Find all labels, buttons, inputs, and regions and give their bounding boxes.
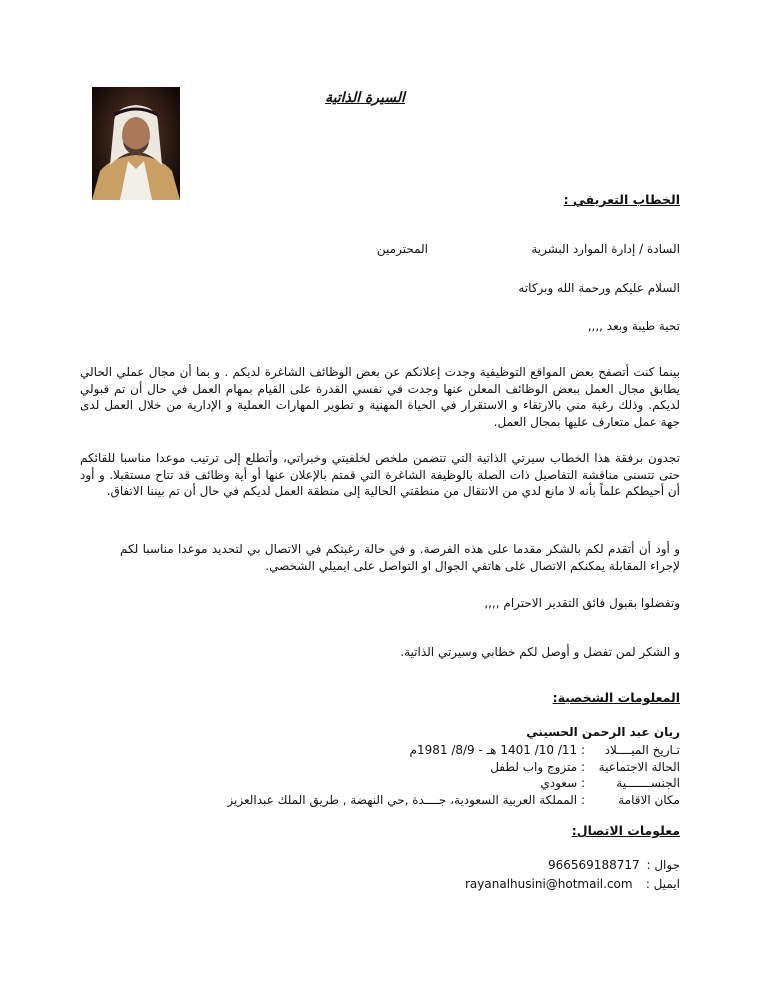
email-address: rayanalhusini@hotmail.com — [465, 877, 633, 891]
intro-heading: الخطاب التعريفي : — [563, 192, 680, 207]
field-nationality-label: الجنســـــــية — [616, 776, 680, 790]
closing: وتفضلوا بقبول فائق التقدير الاحترام ,,,, — [484, 596, 680, 610]
personal-heading: المعلومات الشخصية: — [552, 690, 680, 705]
honorific: المحترمين — [376, 242, 428, 256]
field-marital-label: الحالة الاجتماعية — [598, 760, 680, 774]
addressee: السادة / إدارة الموارد البشرية — [531, 242, 680, 256]
salutation: تحية طيبة وبعد ,,,, — [587, 319, 680, 333]
field-residence-value: : المملكة العربية السعودية، جــــدة ,حي النهضة , طريق الملك عبدالعزيز — [227, 793, 585, 807]
mobile-number: 966569188717 — [548, 858, 640, 872]
field-marital-value: : متزوج واب لطفل — [490, 760, 585, 774]
full-name: ريان عبد الرحمن الحسيني — [526, 725, 680, 739]
field-residence-label: مكان الاقامة — [618, 793, 680, 807]
paragraph-2: تجدون برفقة هذا الخطاب سيرتي الذاتية التي تتضمن ملخص لخلفيتي وخبراتي، وأتطلع إلى ترتيب موعدا مناسبا للقائكم حتى تتسنى مناقشة التفاصيل ذات الصلة بالوظيفة الشاغرة التي قمتم بالإعلان عنها أو أية وظائف قد تتاح مستقبلا. و أود أن أحيطكم علماً بأنه لا مانع لدي من الانتقال من منطقتي الحالية إلى منطقة العمل لديكم في حال أن تم بيننا الاتفاق. — [80, 451, 680, 498]
field-nationality-value: : سعودي — [540, 776, 585, 790]
greeting: السلام عليكم ورحمة الله وبركاته — [518, 281, 680, 295]
email-label: ايميل : — [645, 877, 680, 891]
page-title: السيرة الذاتية — [325, 90, 405, 106]
paragraph-1: بينما كنت أتصفح بعض المواقع التوظيفية وجدت إعلانكم عن بعض الوظائف الشاغرة لديكم . و بما أن مجال عملي الحالي يطابق مجال العمل ببعض الوظائف المعلن عنها وجدت في نفسي القدرة على القيام بمهام العمل في حال أن تم قبولي لديكم. وذلك رغبة مني بالارتقاء و الاستقرار في الحياة المهنية و تطوير المهارات العملية و الإدارية من خلال العمل لدى جهة عمل متعارف عليها بمجال العمل. — [80, 365, 680, 429]
contact-heading: معلومات الاتصال: — [571, 823, 680, 838]
field-birthdate-value: : 11/ 10/ 1401 هـ - 8/9/ 1981م — [409, 743, 585, 757]
profile-photo — [92, 87, 180, 200]
mobile-label: جوال : — [646, 858, 680, 872]
field-birthdate-label: تـاريخ الميــــلاد — [604, 743, 680, 757]
thanks: و الشكر لمن تفضل و أوصل لكم خطابي وسيرتي الذاتية. — [400, 645, 680, 659]
paragraph-3: و أود أن أتقدم لكم بالشكر مقدما على هذه الفرصة. و في حالة رغبتكم في الاتصال بي لتحديد موعدا مناسبا لكم لإجراء المقابلة يمكنكم الاتصال على هاتفي الجوال او التواصل على ايميلي الشخصي. — [120, 542, 680, 573]
